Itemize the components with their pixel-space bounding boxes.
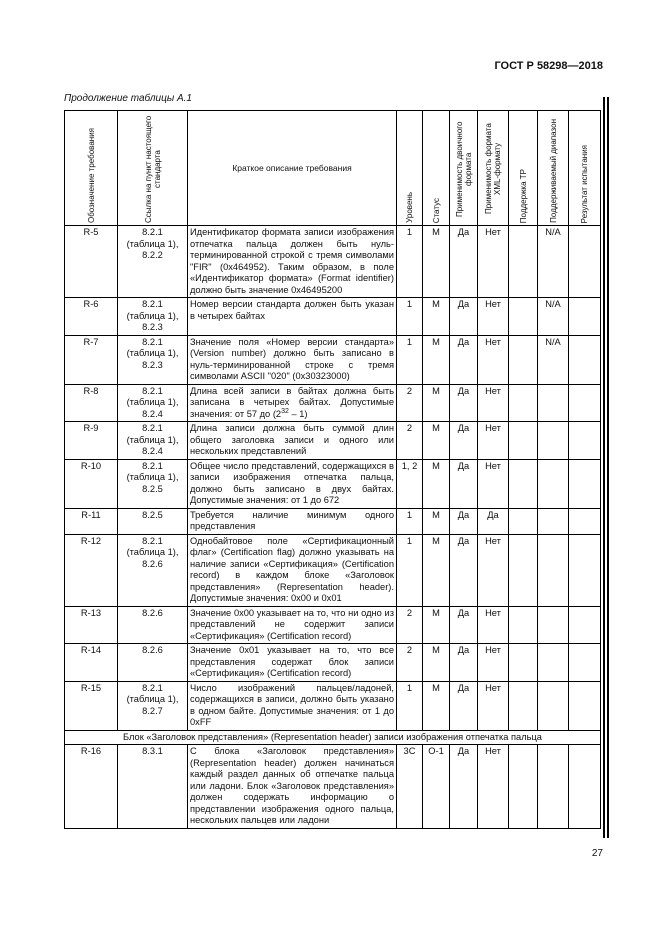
cell-tp — [509, 508, 538, 534]
description-text: Длина всей записи в байтах должна быть записана в четырех байтах. Допустимые значения: от 57 до (2 — [190, 385, 394, 419]
cell-binary: Да — [450, 298, 478, 336]
cell-ref: 8.2.1 (таблица 1), 8.2.4 — [118, 422, 188, 460]
table-row — [65, 384, 601, 422]
cell-description: Общее число представлений, содержащихся в записи изображения отпечатка пальца, должно быть записано в двух байтах. Допустимые значения: от 1 до 672 — [188, 459, 397, 508]
col-header-description: Краткое описание требования — [188, 111, 397, 226]
cell-xml: Нет — [478, 644, 509, 682]
cell-binary: Да — [450, 335, 478, 384]
cell-description — [188, 384, 397, 422]
cell-tp — [509, 606, 538, 644]
cell-level: 1 — [397, 508, 423, 534]
cell-result — [569, 226, 601, 298]
cell-range — [538, 745, 569, 829]
cell-range — [538, 681, 569, 730]
cell-description: Значение 0x01 указывает на то, что все представления содержат блок записи «Сертификация» (Certification record) — [188, 644, 397, 682]
table-row — [65, 335, 601, 384]
cell-status: М — [423, 298, 450, 336]
cell-status: М — [423, 508, 450, 534]
cell-level: 1, 2 — [397, 459, 423, 508]
cell-binary: Да — [450, 508, 478, 534]
cell-result — [569, 606, 601, 644]
cell-id: R-6 — [65, 298, 118, 336]
cell-ref: 8.3.1 — [118, 745, 188, 829]
cell-result — [569, 459, 601, 508]
cell-xml: Нет — [478, 422, 509, 460]
table-row — [65, 508, 601, 534]
cell-level: 3С — [397, 745, 423, 829]
cell-description: Число изображений пальцев/ладоней, содержащихся в записи, должно быть указано в одном байте. Допустимые значения: от 1 до 0xFF — [188, 681, 397, 730]
col-header-status: Статус — [423, 111, 450, 226]
cell-range — [538, 534, 569, 606]
cell-result — [569, 534, 601, 606]
col-header-range: Поддерживаемый диапазон — [538, 111, 569, 226]
cell-result — [569, 644, 601, 682]
cell-ref: 8.2.1 (таблица 1), 8.2.3 — [118, 298, 188, 336]
cell-tp — [509, 298, 538, 336]
cell-tp — [509, 681, 538, 730]
col-header-xml: Применимость формата XML-формату — [478, 111, 509, 226]
cell-binary: Да — [450, 459, 478, 508]
page-number: 27 — [591, 848, 603, 859]
col-header-level: Уровень — [397, 111, 423, 226]
cell-level: 1 — [397, 298, 423, 336]
cell-ref: 8.2.6 — [118, 606, 188, 644]
cell-id: R-9 — [65, 422, 118, 460]
table-row — [65, 681, 601, 730]
cell-xml: Нет — [478, 534, 509, 606]
cell-ref: 8.2.1 (таблица 1), 8.2.6 — [118, 534, 188, 606]
cell-binary: Да — [450, 644, 478, 682]
cell-range — [538, 384, 569, 422]
margin-bar-outer — [603, 97, 605, 838]
cell-range: N/A — [538, 226, 569, 298]
cell-level: 1 — [397, 335, 423, 384]
cell-ref: 8.2.1 (таблица 1), 8.2.3 — [118, 335, 188, 384]
cell-xml: Нет — [478, 384, 509, 422]
cell-result — [569, 335, 601, 384]
cell-range — [538, 644, 569, 682]
cell-binary: Да — [450, 745, 478, 829]
cell-status: М — [423, 422, 450, 460]
cell-result — [569, 422, 601, 460]
cell-status: М — [423, 534, 450, 606]
cell-ref: 8.2.5 — [118, 508, 188, 534]
table-caption: Продолжение таблицы А.1 — [64, 93, 192, 104]
cell-status: М — [423, 226, 450, 298]
cell-description: Идентификатор формата записи изображения отпечатка пальца должен быть нуль-терминированной строкой с тремя символами "FIR" (0x464952). Таким образом, в поле «Идентификатор формата» (Format identifier) должно быть значение 0x46495200 — [188, 226, 397, 298]
cell-status: О-1 — [423, 745, 450, 829]
cell-result — [569, 681, 601, 730]
cell-id: R-16 — [65, 745, 118, 829]
document-number: ГОСТ Р 58298—2018 — [494, 60, 603, 72]
cell-range — [538, 606, 569, 644]
table-row — [65, 644, 601, 682]
cell-ref: 8.2.1 (таблица 1), 8.2.4 — [118, 384, 188, 422]
cell-id: R-8 — [65, 384, 118, 422]
cell-range — [538, 508, 569, 534]
cell-status: М — [423, 681, 450, 730]
cell-tp — [509, 384, 538, 422]
cell-range: N/A — [538, 298, 569, 336]
col-header-tp: Поддержка ТР — [509, 111, 538, 226]
cell-description: Длина записи должна быть суммой длин общего заголовка записи и одного или нескольких представлений — [188, 422, 397, 460]
cell-xml: Нет — [478, 459, 509, 508]
cell-id: R-11 — [65, 508, 118, 534]
table-row — [65, 534, 601, 606]
cell-ref: 8.2.1 (таблица 1), 8.2.5 — [118, 459, 188, 508]
cell-level: 2 — [397, 422, 423, 460]
cell-description: Однобайтовое поле «Сертификационный флаг» (Certification flag) должно указывать на наличие записи «Сертификация» (Certification record) в каждом блоке «Заголовок представления» (Representation header). Допустимые значения: 0x00 и 0x01 — [188, 534, 397, 606]
cell-ref: 8.2.1 (таблица 1), 8.2.7 — [118, 681, 188, 730]
cell-level: 1 — [397, 681, 423, 730]
table-row — [65, 226, 601, 298]
cell-tp — [509, 226, 538, 298]
cell-binary: Да — [450, 384, 478, 422]
cell-tp — [509, 745, 538, 829]
cell-status: М — [423, 384, 450, 422]
cell-range: N/A — [538, 335, 569, 384]
cell-ref: 8.2.1 (таблица 1), 8.2.2 — [118, 226, 188, 298]
table-row — [65, 298, 601, 336]
cell-xml: Нет — [478, 226, 509, 298]
cell-xml: Нет — [478, 298, 509, 336]
table-row — [65, 459, 601, 508]
col-header-result: Результат испытания — [569, 111, 601, 226]
cell-tp — [509, 459, 538, 508]
col-header-ref: Ссылка на пункт настоящего стандарта — [118, 111, 188, 226]
cell-description: Значение 0x00 указывает на то, что ни одно из представлений не содержит записи «Сертификация» (Certification record) — [188, 606, 397, 644]
cell-id: R-12 — [65, 534, 118, 606]
cell-level: 1 — [397, 534, 423, 606]
cell-level: 2 — [397, 606, 423, 644]
cell-result — [569, 508, 601, 534]
table-row — [65, 606, 601, 644]
col-header-id: Обозначение требования — [65, 111, 118, 226]
cell-xml: Нет — [478, 335, 509, 384]
cell-binary: Да — [450, 226, 478, 298]
cell-xml: Нет — [478, 745, 509, 829]
cell-tp — [509, 335, 538, 384]
table-row — [65, 745, 601, 829]
cell-xml: Нет — [478, 681, 509, 730]
section-heading-row — [65, 730, 601, 745]
cell-binary: Да — [450, 534, 478, 606]
cell-result — [569, 298, 601, 336]
description-text-end: – 1) — [288, 408, 308, 419]
cell-ref: 8.2.6 — [118, 644, 188, 682]
cell-xml: Да — [478, 508, 509, 534]
cell-id: R-5 — [65, 226, 118, 298]
cell-id: R-13 — [65, 606, 118, 644]
table-header-row — [65, 111, 601, 226]
cell-tp — [509, 422, 538, 460]
cell-result — [569, 384, 601, 422]
cell-id: R-14 — [65, 644, 118, 682]
cell-status: М — [423, 459, 450, 508]
cell-binary: Да — [450, 681, 478, 730]
section-heading: Блок «Заголовок представления» (Representation header) записи изображения отпечатка пальца — [65, 730, 601, 745]
cell-xml: Нет — [478, 606, 509, 644]
cell-description: Значение поля «Номер версии стандарта» (Version number) должно быть записано в нуль-терминированной строке с тремя символами ASCII "020" (0x30323000) — [188, 335, 397, 384]
cell-binary: Да — [450, 606, 478, 644]
cell-range — [538, 459, 569, 508]
cell-status: М — [423, 335, 450, 384]
cell-status: М — [423, 644, 450, 682]
cell-binary: Да — [450, 422, 478, 460]
cell-id: R-15 — [65, 681, 118, 730]
cell-tp — [509, 534, 538, 606]
exponent: 32 — [281, 407, 289, 415]
cell-description: Требуется наличие минимум одного представления — [188, 508, 397, 534]
cell-id: R-10 — [65, 459, 118, 508]
cell-level: 1 — [397, 226, 423, 298]
cell-result — [569, 745, 601, 829]
cell-description: Номер версии стандарта должен быть указан в четырех байтах — [188, 298, 397, 336]
cell-level: 2 — [397, 644, 423, 682]
table-row — [65, 422, 601, 460]
cell-id: R-7 — [65, 335, 118, 384]
cell-tp — [509, 644, 538, 682]
margin-bar-inner — [607, 97, 609, 838]
requirements-table — [64, 110, 601, 829]
cell-range — [538, 422, 569, 460]
cell-level: 2 — [397, 384, 423, 422]
cell-status: М — [423, 606, 450, 644]
col-header-binary: Применимость двоичного формата — [450, 111, 478, 226]
cell-description: С блока «Заголовок представления» (Representation header) должен начинаться каждый раздел данных об отпечатке пальца или ладони. Блок «Заголовок представления» должен содержать информацию о представлении изображения одного пальца, нескольких пальцев или ладони — [188, 745, 397, 829]
